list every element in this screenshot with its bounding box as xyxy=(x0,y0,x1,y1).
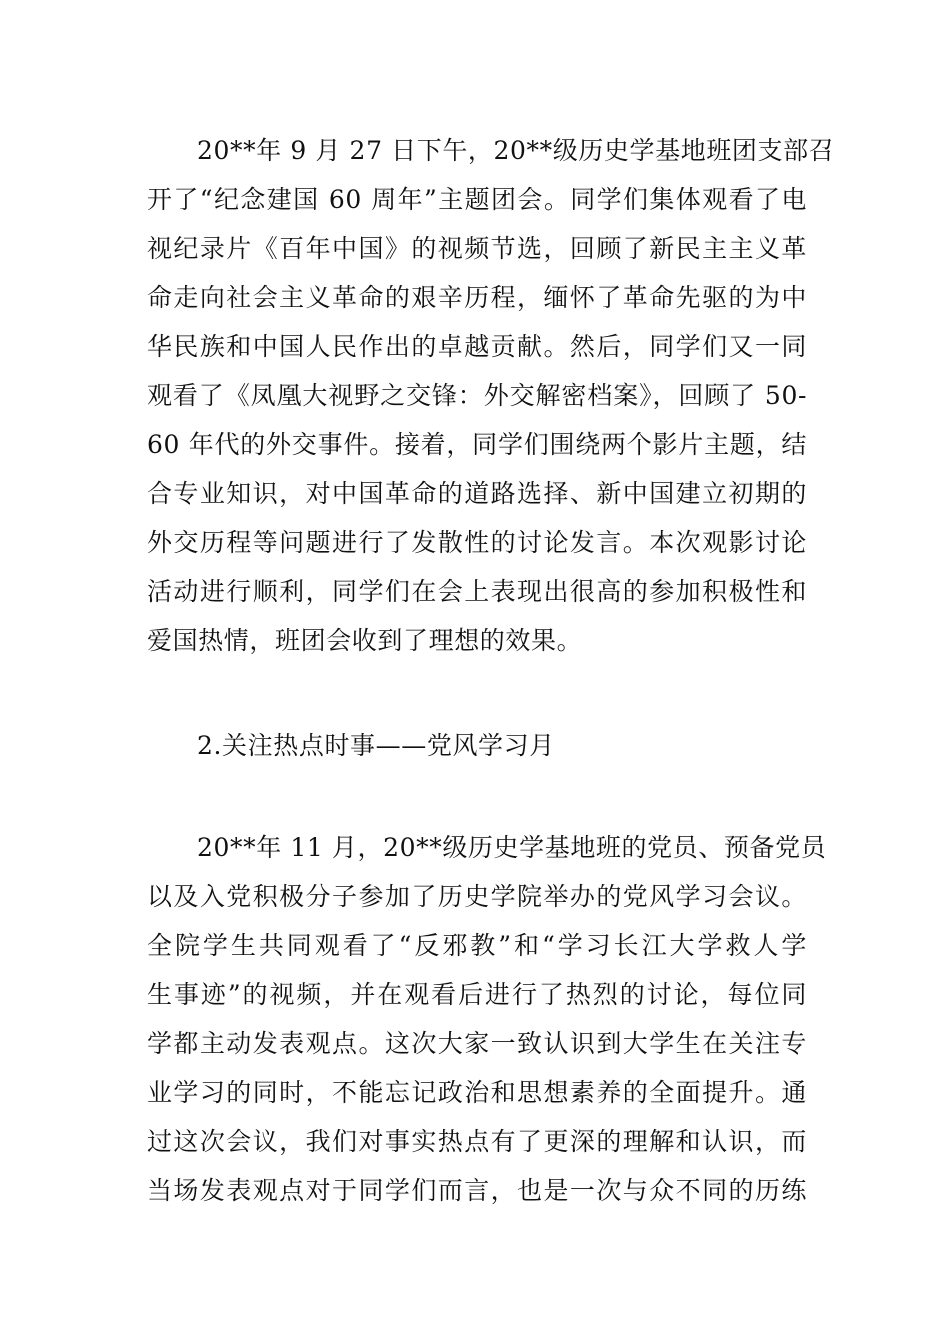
paragraph-line: 生事迹”的视频，并在观看后进行了热烈的讨论，每位同 xyxy=(147,980,807,1009)
paragraph-line: 活动进行顺利，同学们在会上表现出很高的参加积极性和 xyxy=(147,577,807,606)
paragraph-line: 观看了《凤凰大视野之交锋：外交解密档案》，回顾了 50- xyxy=(147,381,807,410)
paragraph-line: 外交历程等问题进行了发散性的讨论发言。本次观影讨论 xyxy=(147,528,807,557)
paragraph-line: 爱国热情，班团会收到了理想的效果。 xyxy=(147,626,583,655)
paragraph-line: 学都主动发表观点。这次大家一致认识到大学生在关注专 xyxy=(147,1029,807,1058)
paragraph-line: 20**年 11 月，20**级历史学基地班的党员、预备党员 xyxy=(197,833,827,862)
paragraph-line: 开了“纪念建国 60 周年”主题团会。同学们集体观看了电 xyxy=(147,185,807,214)
paragraph-line: 华民族和中国人民作出的卓越贡献。然后，同学们又一同 xyxy=(147,332,807,361)
paragraph-line: 60 年代的外交事件。接着，同学们围绕两个影片主题，结 xyxy=(147,430,807,459)
paragraph-line: 视纪录片《百年中国》的视频节选，回顾了新民主主义革 xyxy=(147,234,807,263)
paragraph-line: 当场发表观点对于同学们而言，也是一次与众不同的历练 xyxy=(147,1176,807,1205)
paragraph-line: 全院学生共同观看了“反邪教”和“学习长江大学救人学 xyxy=(147,931,807,960)
section-heading xyxy=(147,721,807,770)
paragraph-line: 过这次会议，我们对事实热点有了更深的理解和认识，而 xyxy=(147,1127,807,1156)
paragraph-line: 以及入党积极分子参加了历史学院举办的党风学习会议。 xyxy=(147,882,807,911)
paragraph-party-study xyxy=(147,823,827,1215)
paragraph-line: 20**年 9 月 27 日下午，20**级历史学基地班团支部召 xyxy=(197,136,835,165)
section-heading-text: 2.关注热点时事——党风学习月 xyxy=(197,731,555,760)
paragraph-line: 合专业知识，对中国革命的道路选择、新中国建立初期的 xyxy=(147,479,807,508)
paragraph-line: 命走向社会主义革命的艰辛历程，缅怀了革命先驱的为中 xyxy=(147,283,807,312)
paragraph-theme-meeting xyxy=(147,126,835,665)
paragraph-line: 业学习的同时，不能忘记政治和思想素养的全面提升。通 xyxy=(147,1078,807,1107)
